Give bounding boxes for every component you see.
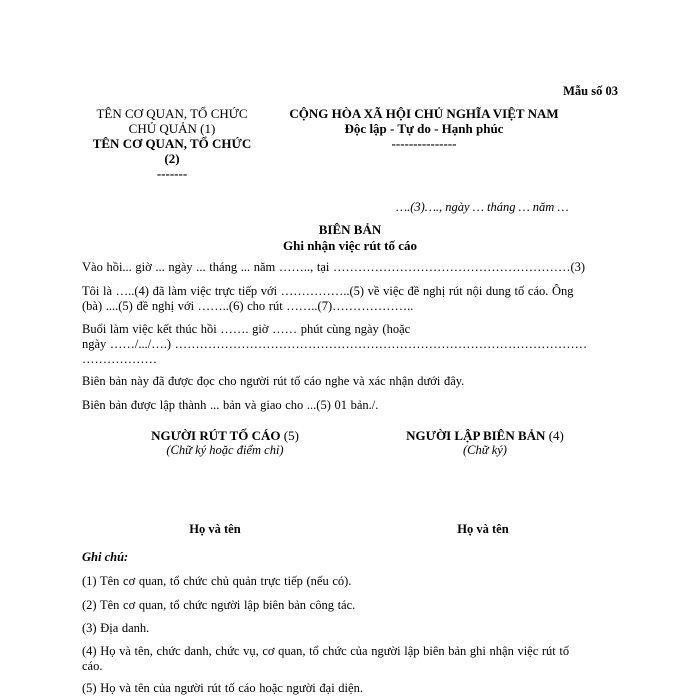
form-number: Mẫu số 03 <box>563 84 618 98</box>
motto: Độc lập - Tự do - Hạnh phúc <box>344 121 504 136</box>
signature-recorder <box>360 428 610 458</box>
parties-line2: (bà) ....(5) đề nghị với ……..(6) cho rút ……..(7)……………….. <box>82 299 414 313</box>
right-divider: --------------- <box>391 136 457 151</box>
place-date: ….(3)…., ngày … tháng … năm … <box>396 200 569 214</box>
parties-line1: Tôi là …..(4) đã làm việc trực tiếp với ……………..(5) về việc đề nghị rút nội dung tố cáo. Ông <box>82 284 574 298</box>
document-subtitle: Ghi nhận việc rút tố cáo <box>283 238 417 253</box>
note-2: (2) Tên cơ quan, tổ chức người lập biên bản công tác. <box>82 598 356 612</box>
recorder-note: (Chữ ký) <box>463 443 507 457</box>
nation-title: CỘNG HÒA XÃ HỘI CHỦ NGHĨA VIỆT NAM <box>289 106 559 121</box>
time-place-text: Vào hồi... giờ ... ngày ... tháng ... năm …….., tại ………………………………………………… <box>82 260 571 274</box>
note-3: (3) Địa danh. <box>82 621 150 635</box>
note-4-line1: (4) Họ và tên, chức danh, chức vụ, cơ quan, tổ chức của người lập biên bản ghi nhận việc rút tố <box>82 644 570 658</box>
end-time-line2: ngày ……/.../….) ……………………………………………………………………………………… <box>82 337 588 351</box>
paragraph-time-place <box>82 260 602 275</box>
note-5: (5) Họ và tên của người rút tố cáo hoặc người đại diện. <box>82 681 363 695</box>
note-4-line2: cáo. <box>82 659 103 673</box>
left-divider: ------- <box>156 166 188 181</box>
time-place-ref: (3) <box>570 260 586 274</box>
end-time-line1: Buổi làm việc kết thúc hồi ……. giờ …… phút cùng ngày (hoặc <box>82 322 411 336</box>
paragraph-copies: Biên bản được lập thành ... bản và giao cho ...(5) 01 bản./. <box>82 398 379 412</box>
withdrawer-name-label: Họ và tên <box>189 522 241 536</box>
end-time-line3: ……………… <box>82 352 157 366</box>
recorder-ref: (4) <box>548 428 564 443</box>
right-header <box>268 106 580 151</box>
note-4 <box>82 644 569 674</box>
parent-agency-line1: TÊN CƠ QUAN, TỔ CHỨC <box>96 106 248 121</box>
withdrawer-ref: (5) <box>283 428 299 443</box>
signature-withdrawer <box>100 428 350 458</box>
parent-agency-line2: CHỦ QUẢN (1) <box>128 121 216 136</box>
agency-line2: (2) <box>164 151 180 166</box>
document-title: BIÊN BẢN <box>318 222 382 237</box>
paragraph-end-time <box>82 322 587 367</box>
paragraph-parties <box>82 284 574 314</box>
recorder-title: NGƯỜI LẬP BIÊN BẢN <box>406 428 546 443</box>
note-1: (1) Tên cơ quan, tổ chức chủ quản trực tiếp (nếu có). <box>82 574 352 588</box>
recorder-name-label: Họ và tên <box>457 522 509 536</box>
agency-line1: TÊN CƠ QUAN, TỔ CHỨC <box>92 136 252 151</box>
left-header <box>82 106 262 181</box>
paragraph-read-confirm: Biên bản này đã được đọc cho người rút tố cáo nghe và xác nhận dưới đây. <box>82 374 465 388</box>
notes-heading: Ghi chú: <box>82 550 129 564</box>
withdrawer-note: (Chữ ký hoặc điểm chỉ) <box>166 443 284 457</box>
withdrawer-title: NGƯỜI RÚT TỐ CÁO <box>151 428 281 443</box>
